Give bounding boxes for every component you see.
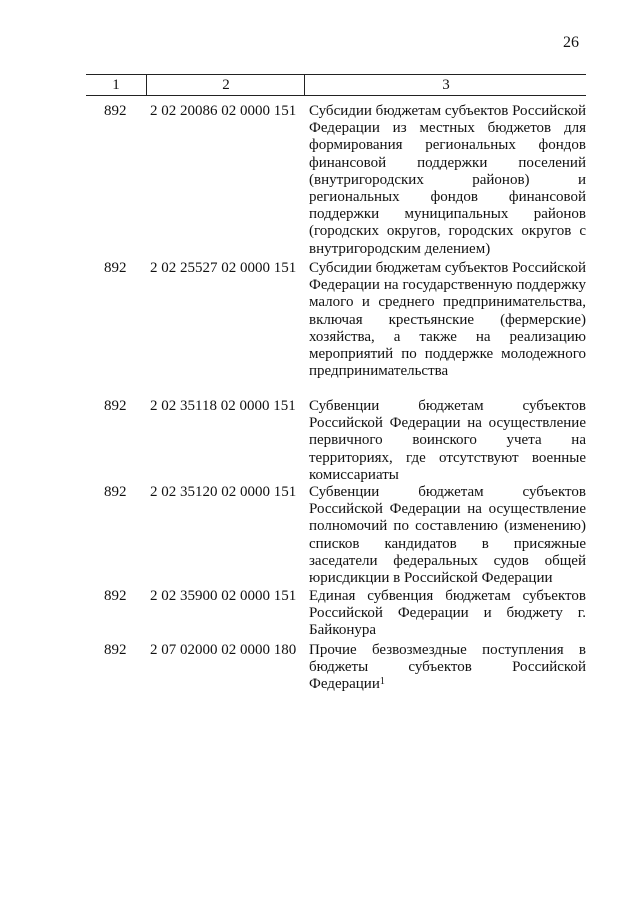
admin-code: 892	[104, 103, 127, 119]
income-description	[309, 642, 586, 694]
admin-code: 892	[104, 260, 127, 276]
income-description: Субвенции бюджетам субъектов Российской Федерации на осуществление первичного воинского учета на территориях, где отсутствуют военные комиссариаты	[309, 398, 586, 483]
header-col-1: 1	[112, 77, 120, 93]
income-code: 2 02 20086 02 0000 151	[150, 103, 297, 119]
income-code: 2 02 35900 02 0000 151	[150, 588, 297, 604]
income-code: 2 07 02000 02 0000 180	[150, 642, 297, 658]
income-description: Субсидии бюджетам субъектов Российской Федерации на государственную поддержку малого и среднего предпринимательства, включая крестьянские (фермерские) хозяйства, а также на реализацию мероприятий по поддержке молодежного предпринимательства	[309, 260, 586, 380]
admin-code: 892	[104, 398, 127, 414]
income-description: Субсидии бюджетам субъектов Российской Федерации из местных бюджетов для формирования региональных фондов финансовой поддержки поселений (внутригородских районов) и региональных фондов финансовой поддержки муниципальных районов (городских округов, городских округов с внутригородским делением)	[309, 103, 586, 257]
header-col-2: 2	[146, 75, 305, 95]
footnote-marker: 1	[379, 676, 385, 688]
income-code: 2 02 25527 02 0000 151	[150, 260, 297, 276]
header-col-3: 3	[304, 75, 587, 95]
income-description-text: Прочие безвозмездные поступления в бюджеты субъектов Российской Федерации	[309, 642, 586, 693]
income-code: 2 02 35118 02 0000 151	[150, 398, 296, 414]
admin-code: 892	[104, 484, 127, 500]
page-number: 26	[563, 34, 579, 51]
admin-code: 892	[104, 588, 127, 604]
admin-code: 892	[104, 642, 127, 658]
income-description: Субвенции бюджетам субъектов Российской Федерации на осуществление полномочий по составлению (изменению) списков кандидатов в присяжные заседатели федеральных судов общей юрисдикции в Российской Федерации	[309, 484, 586, 587]
income-code: 2 02 35120 02 0000 151	[150, 484, 297, 500]
income-description: Единая субвенция бюджетам субъектов Российской Федерации и бюджету г. Байконура	[309, 588, 586, 639]
table-header	[86, 74, 586, 96]
